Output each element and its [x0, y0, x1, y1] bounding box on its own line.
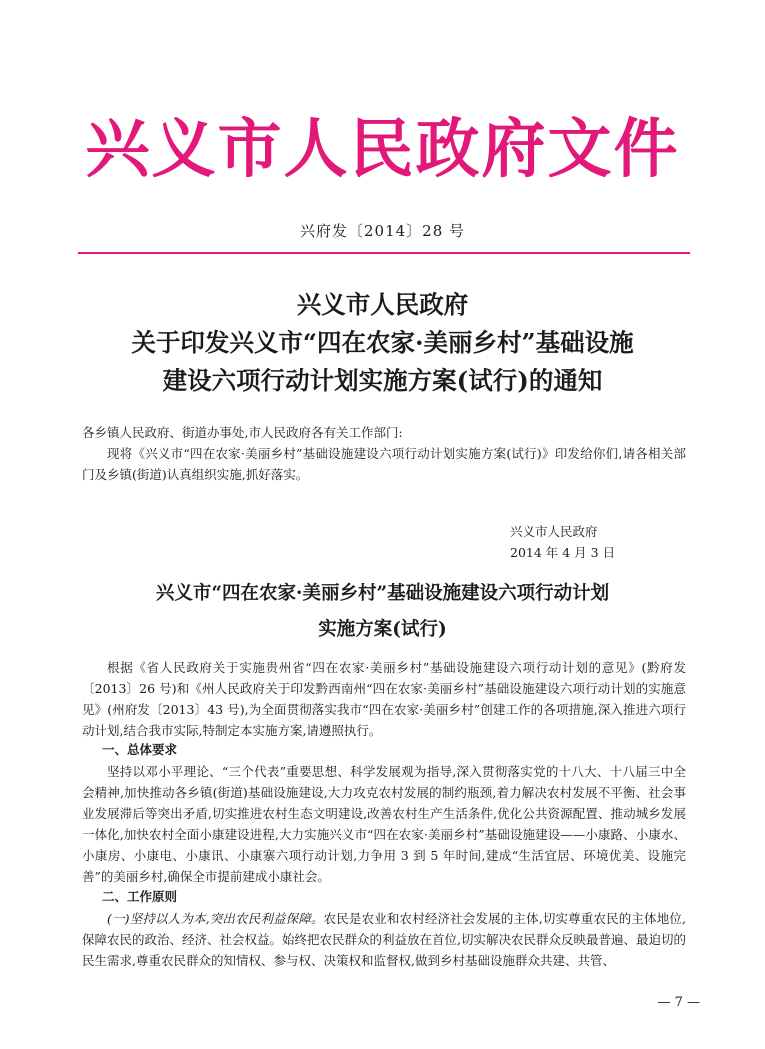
red-divider-line	[78, 252, 690, 254]
notice-title-line: 关于印发兴义市“四在农家·美丽乡村”基础设施	[131, 328, 634, 357]
principles-text	[82, 908, 686, 971]
notice-title-line: 建设六项行动计划实施方案(试行)的通知	[162, 366, 603, 395]
notice-title-line: 兴义市人民政府	[296, 290, 469, 319]
signature-date: 2014 年 4 月 3 日	[510, 545, 616, 560]
plan-title-line: 兴义市“四在农家·美丽乡村”基础设施建设六项行动计划	[155, 583, 610, 604]
general-requirements-text: 坚持以邓小平理论、“三个代表”重要思想、科学发展观为指导,深入贯彻落实党的十八大、十八届三中全会精神,加快推动各乡镇(街道)基础设施建设,大力攻克农村发展的制约瓶颈,着力解决农村发展不平衡、社会事业发展滞后等突出矛盾,切实推进农村生态文明建设,改善农村生产生活条件,优化公共资源配置、推动城乡发展一体化,加快农村全面小康建设进程,大力实施兴义市“四在农家·美丽乡村”基础设施建设——小康路、小康水、小康房、小康电、小康讯、小康寨六项行动计划,力争用 3 到 5 年时间,建成“生活宜居、环境优美、设施完善”的美丽乡村,确保全市提前建成小康社会。	[82, 764, 686, 884]
document-number: 兴府发〔2014〕28 号	[299, 222, 466, 240]
page-number: — 7 —	[657, 995, 700, 1010]
principle-text: 农民是农业和农村经济社会发展的主体,切实尊重农民的主体地位,保障农民的政治、经济、社会权益。始终把农民群众的利益放在首位,切实解决农民群众反映最普遍、最迫切的民生需求,尊重农民群众的知情权、参与权、决策权和监督权,做到乡村基础设施群众共建、共管、	[82, 911, 686, 968]
section-heading-general-requirements: 一、总体要求	[102, 742, 178, 757]
salutation: 各乡镇人民政府、街道办事处,市人民政府各有关工作部门:	[82, 425, 403, 440]
plan-title	[60, 576, 705, 648]
section-heading-principles: 二、工作原则	[102, 889, 178, 904]
principle-label: (一)坚持以人为本,突出农民利益保障。	[107, 911, 324, 926]
intro-paragraph: 根据《省人民政府关于实施贵州省“四在农家·美丽乡村”基础设施建设六项行动计划的意见》(黔府发〔2013〕26 号)和《州人民政府关于印发黔西南州“四在农家·美丽乡村”基础设施建设六项行动计划的实施意见》(州府发〔2013〕43 号),为全面贯彻落实我市“四在农家·美丽乡村”创建工作的各项措施,深入推进六项行动计划,结合我市实际,特制定本实施方案,请遵照执行。	[82, 660, 686, 738]
document-masthead: 兴义市人民政府文件	[85, 112, 680, 187]
plan-title-line: 实施方案(试行)	[318, 619, 447, 640]
notice-body: 现将《兴义市“四在农家·美丽乡村”基础设施建设六项行动计划实施方案(试行)》印发给你们,请各相关部门及乡镇(街道)认真组织实施,抓好落实。	[82, 446, 686, 482]
signature-org: 兴义市人民政府	[510, 524, 598, 539]
notice-title	[60, 286, 705, 400]
